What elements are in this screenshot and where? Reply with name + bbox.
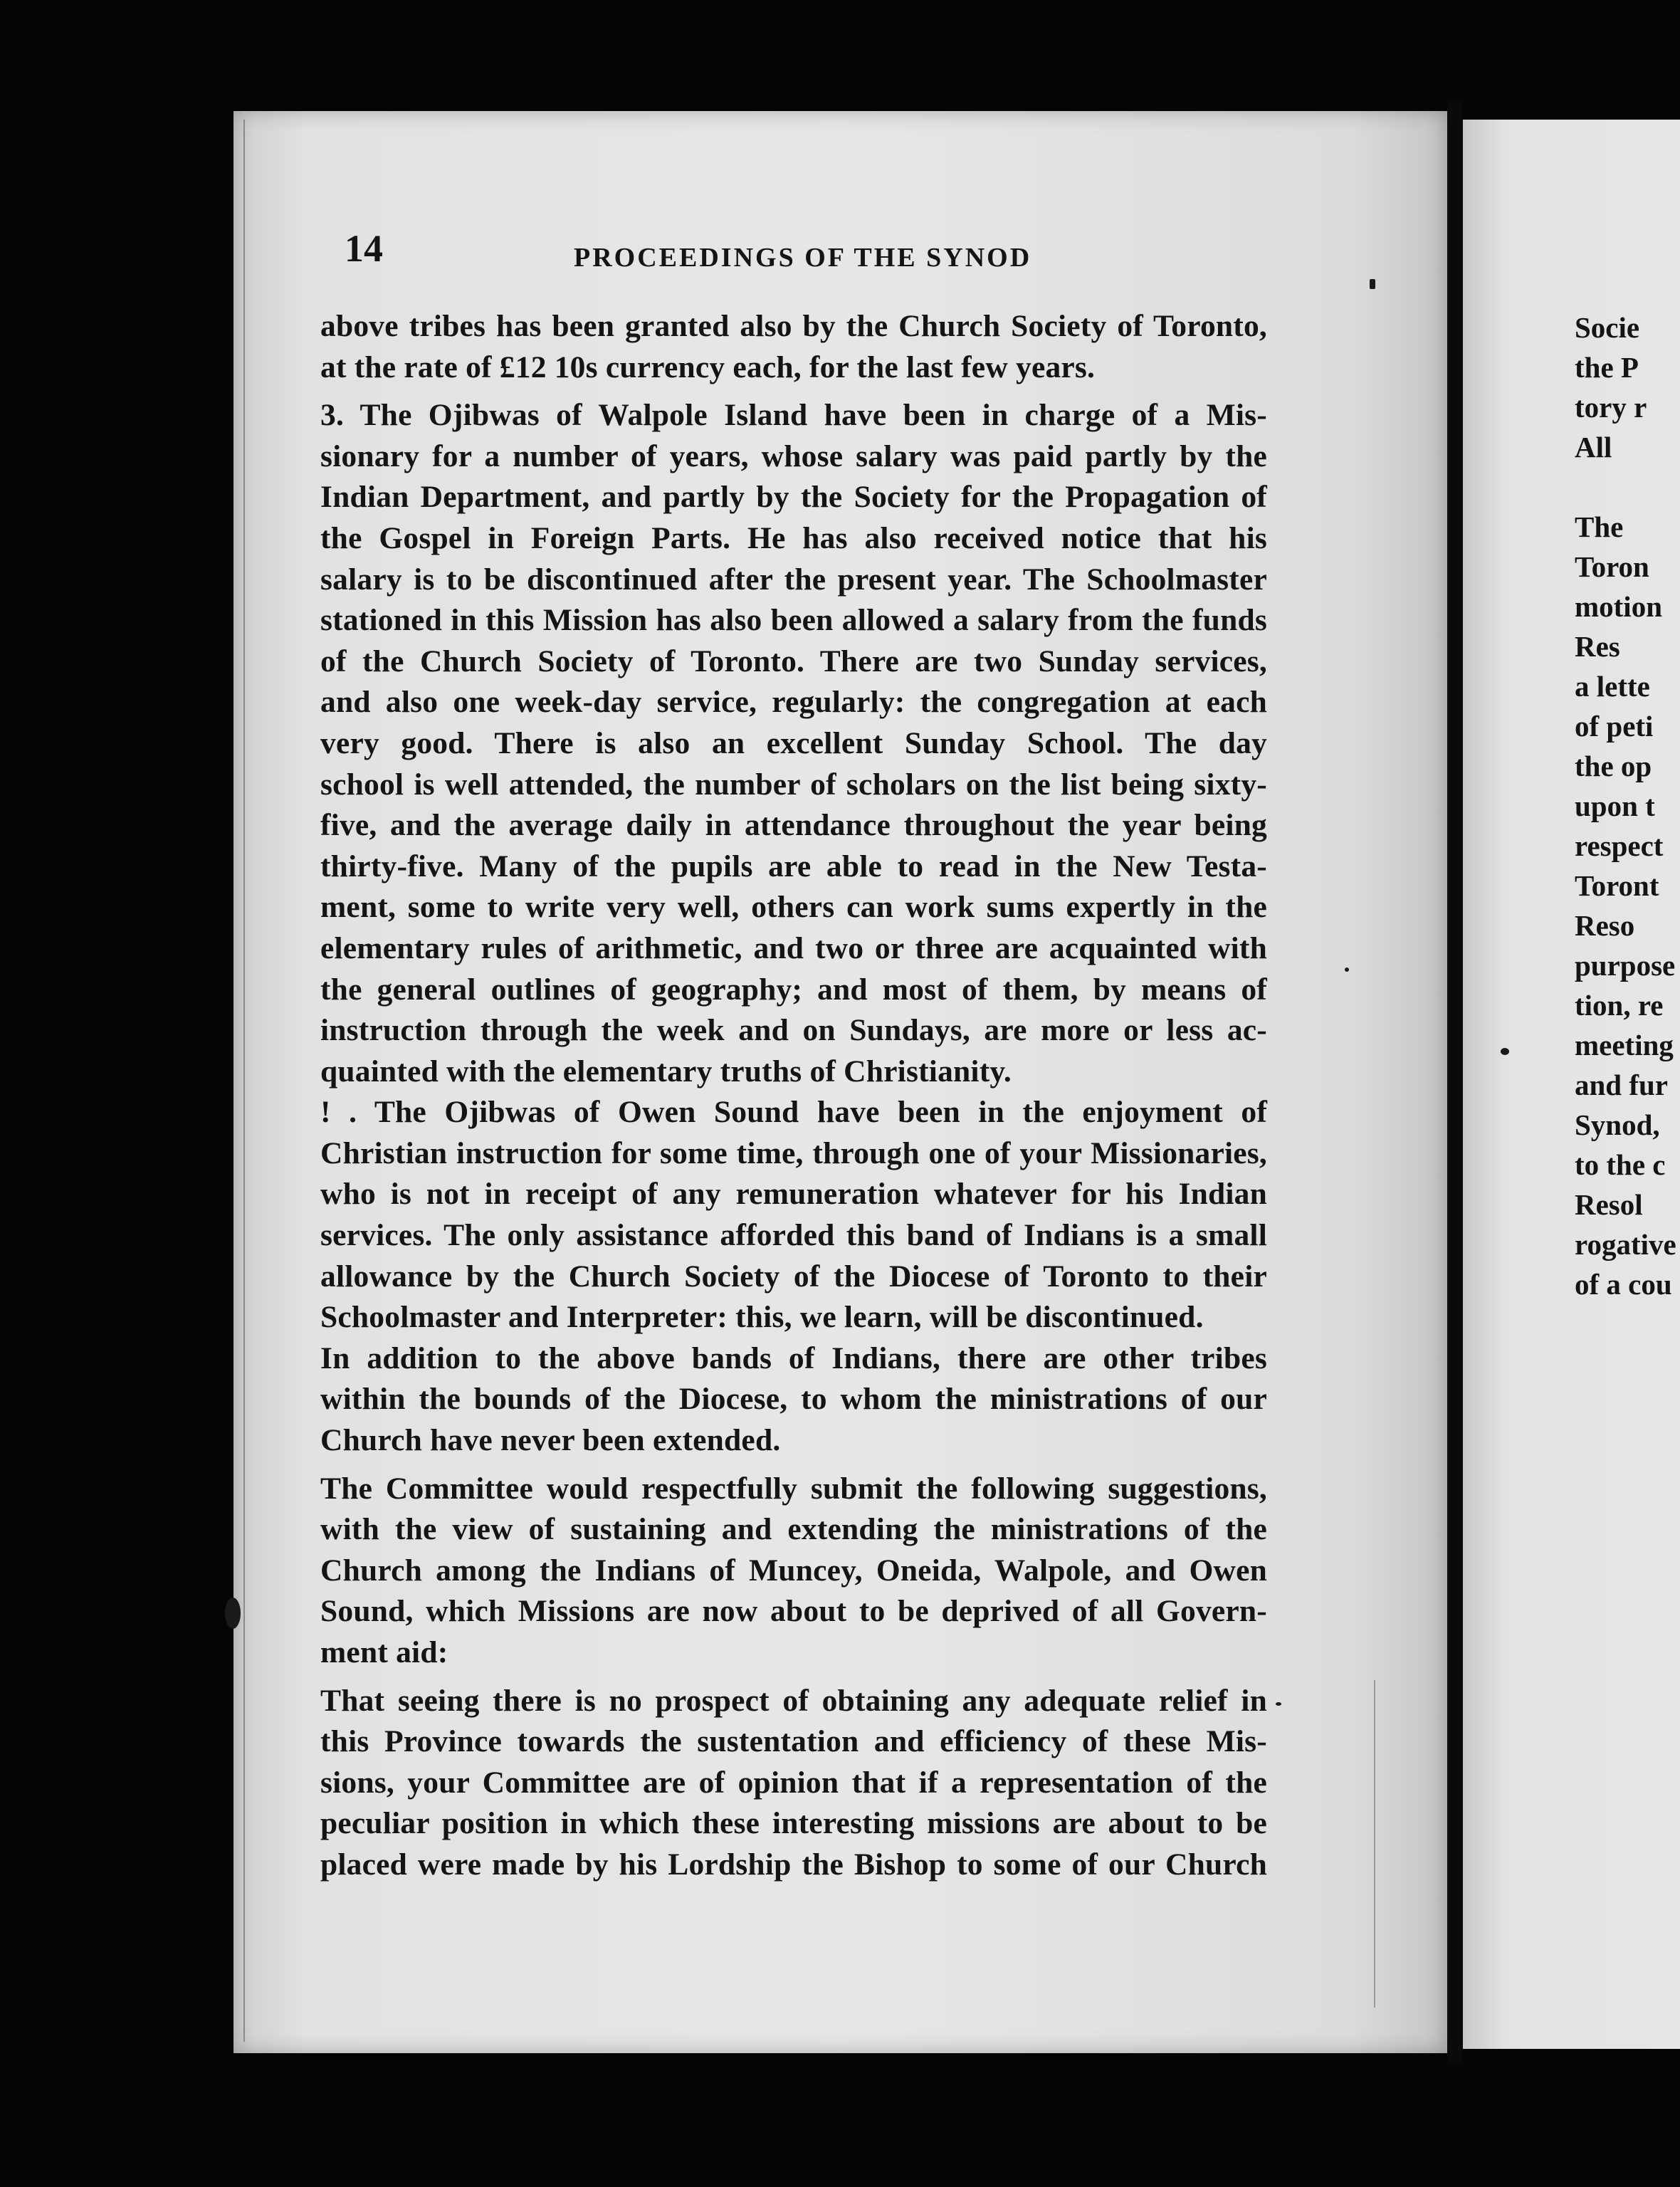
page-number: 14 [345,227,383,270]
ink-blot [225,1598,241,1629]
text-line: 3. The Ojibwas of Walpole Island have been in charge of a Mis- [320,398,1267,433]
text-line: That seeing there is no prospect of obtaining any adequate relief in [320,1683,1267,1718]
text-line: five, and the average daily in attendance throughout the year being [320,808,1267,843]
right-line: meeting [1575,1029,1674,1061]
text-line: very good. There is also an excellent Sunday School. The day [320,725,1267,760]
right-line: of peti [1575,710,1654,743]
text-line: ment aid: [320,1635,448,1669]
text-line: stationed in this Mission has also been allowed a salary from the funds [320,603,1267,638]
right-line: Toron [1575,550,1649,583]
running-head: PROCEEDINGS OF THE SYNOD [574,243,1032,273]
text-line: sionary for a number of years, whose salary was paid partly by the [320,439,1267,473]
right-line: to the c [1575,1148,1666,1181]
text-line: allowance by the Church Society of the Diocese of Toronto to their [320,1259,1267,1294]
right-line: Res [1575,630,1620,663]
right-line: a lette [1575,670,1650,703]
right-line: Toront [1575,869,1659,902]
text-line: within the bounds of the Diocese, to whom the ministrations of our [320,1382,1267,1417]
ink-speck [1276,1702,1281,1706]
ink-speck [1501,1048,1509,1055]
margin-rule [1374,1680,1375,2008]
right-line: the op [1575,750,1652,782]
right-line: Resol [1575,1188,1643,1221]
text-line: the general outlines of geography; and most of them, by means of [320,972,1267,1007]
text-line: instruction through the week and on Sundays, are more or less ac- [320,1013,1267,1048]
right-line: The [1575,510,1624,543]
text-line: Church among the Indians of Muncey, Oneida, Walpole, and Owen [320,1553,1267,1588]
right-line: Synod, [1575,1108,1660,1141]
book-gutter [1447,100,1463,2065]
right-line: tory r [1575,391,1647,424]
text-line: elementary rules of arithmetic, and two or three are acquainted with [320,930,1267,965]
right-line [1575,467,1680,507]
right-line: Socie [1575,311,1640,344]
text-line: this Province towards the sustentation and efficiency of these Mis- [320,1724,1267,1759]
text-line: with the view of sustaining and extending the ministrations of the [320,1512,1267,1547]
right-line: of a cou [1575,1268,1672,1301]
text-line: In addition to the above bands of Indians, there are other tribes [320,1341,1267,1375]
right-line: motion [1575,590,1662,623]
right-line: rogative [1575,1228,1676,1261]
text-line: the Gospel in Foreign Parts. He has also received notice that his [320,520,1267,555]
text-line: thirty-five. Many of the pupils are able to read in the New Testa- [320,849,1267,883]
text-line: Christian instruction for some time, through one of your Missionaries, [320,1136,1267,1170]
text-line: salary is to be discontinued after the present year. The Schoolmaster [320,562,1267,597]
text-line: of the Church Society of Toronto. There are two Sunday services, [320,644,1267,678]
right-line: respect [1575,829,1664,862]
right-line: and fur [1575,1069,1669,1101]
text-line: above tribes has been granted also by the Church Society of Toronto, [320,309,1267,343]
right-line: purpose [1575,949,1676,982]
text-line: The Committee would respectfully submit the following suggestions, [320,1471,1267,1506]
right-line: Reso [1575,909,1635,942]
text-line: peculiar position in which these interesting missions are about to be [320,1806,1267,1841]
text-line: Schoolmaster and Interpreter: this, we learn, will be discontinued. [320,1300,1204,1335]
page-edge-line [243,120,245,2042]
ink-speck [1345,967,1349,972]
right-line: All [1575,431,1612,463]
text-line: Sound, which Missions are now about to be deprived of all Govern- [320,1594,1267,1629]
right-line: upon t [1575,790,1655,822]
text-line: placed were made by his Lordship the Bishop to some of our Church [320,1847,1267,1882]
right-page-text [1575,308,1680,1304]
text-line: and also one week-day service, regularly: the congregation at each [320,685,1267,720]
text-line: Church have never been extended. [320,1423,781,1458]
text-line: Indian Department, and partly by the Society for the Propagation of [320,480,1267,515]
text-line: who is not in receipt of any remuneration whatever for his Indian [320,1177,1267,1212]
text-line: quainted with the elementary truths of Christianity. [320,1054,1012,1089]
right-line: the P [1575,351,1639,384]
text-line: sions, your Committee are of opinion that if a representation of the [320,1765,1267,1800]
text-line: services. The only assistance afforded this band of Indians is a small [320,1218,1267,1253]
right-line: tion, re [1575,989,1664,1022]
text-line: ment, some to write very well, others can work sums expertly in the [320,890,1267,925]
ink-speck [1370,279,1375,289]
body-text [320,306,1267,1886]
text-line: ! . The Ojibwas of Owen Sound have been in the enjoyment of [320,1095,1267,1130]
text-line: school is well attended, the number of scholars on the list being sixty- [320,767,1267,802]
text-line: at the rate of £12 10s currency each, for the last few years. [320,350,1096,384]
